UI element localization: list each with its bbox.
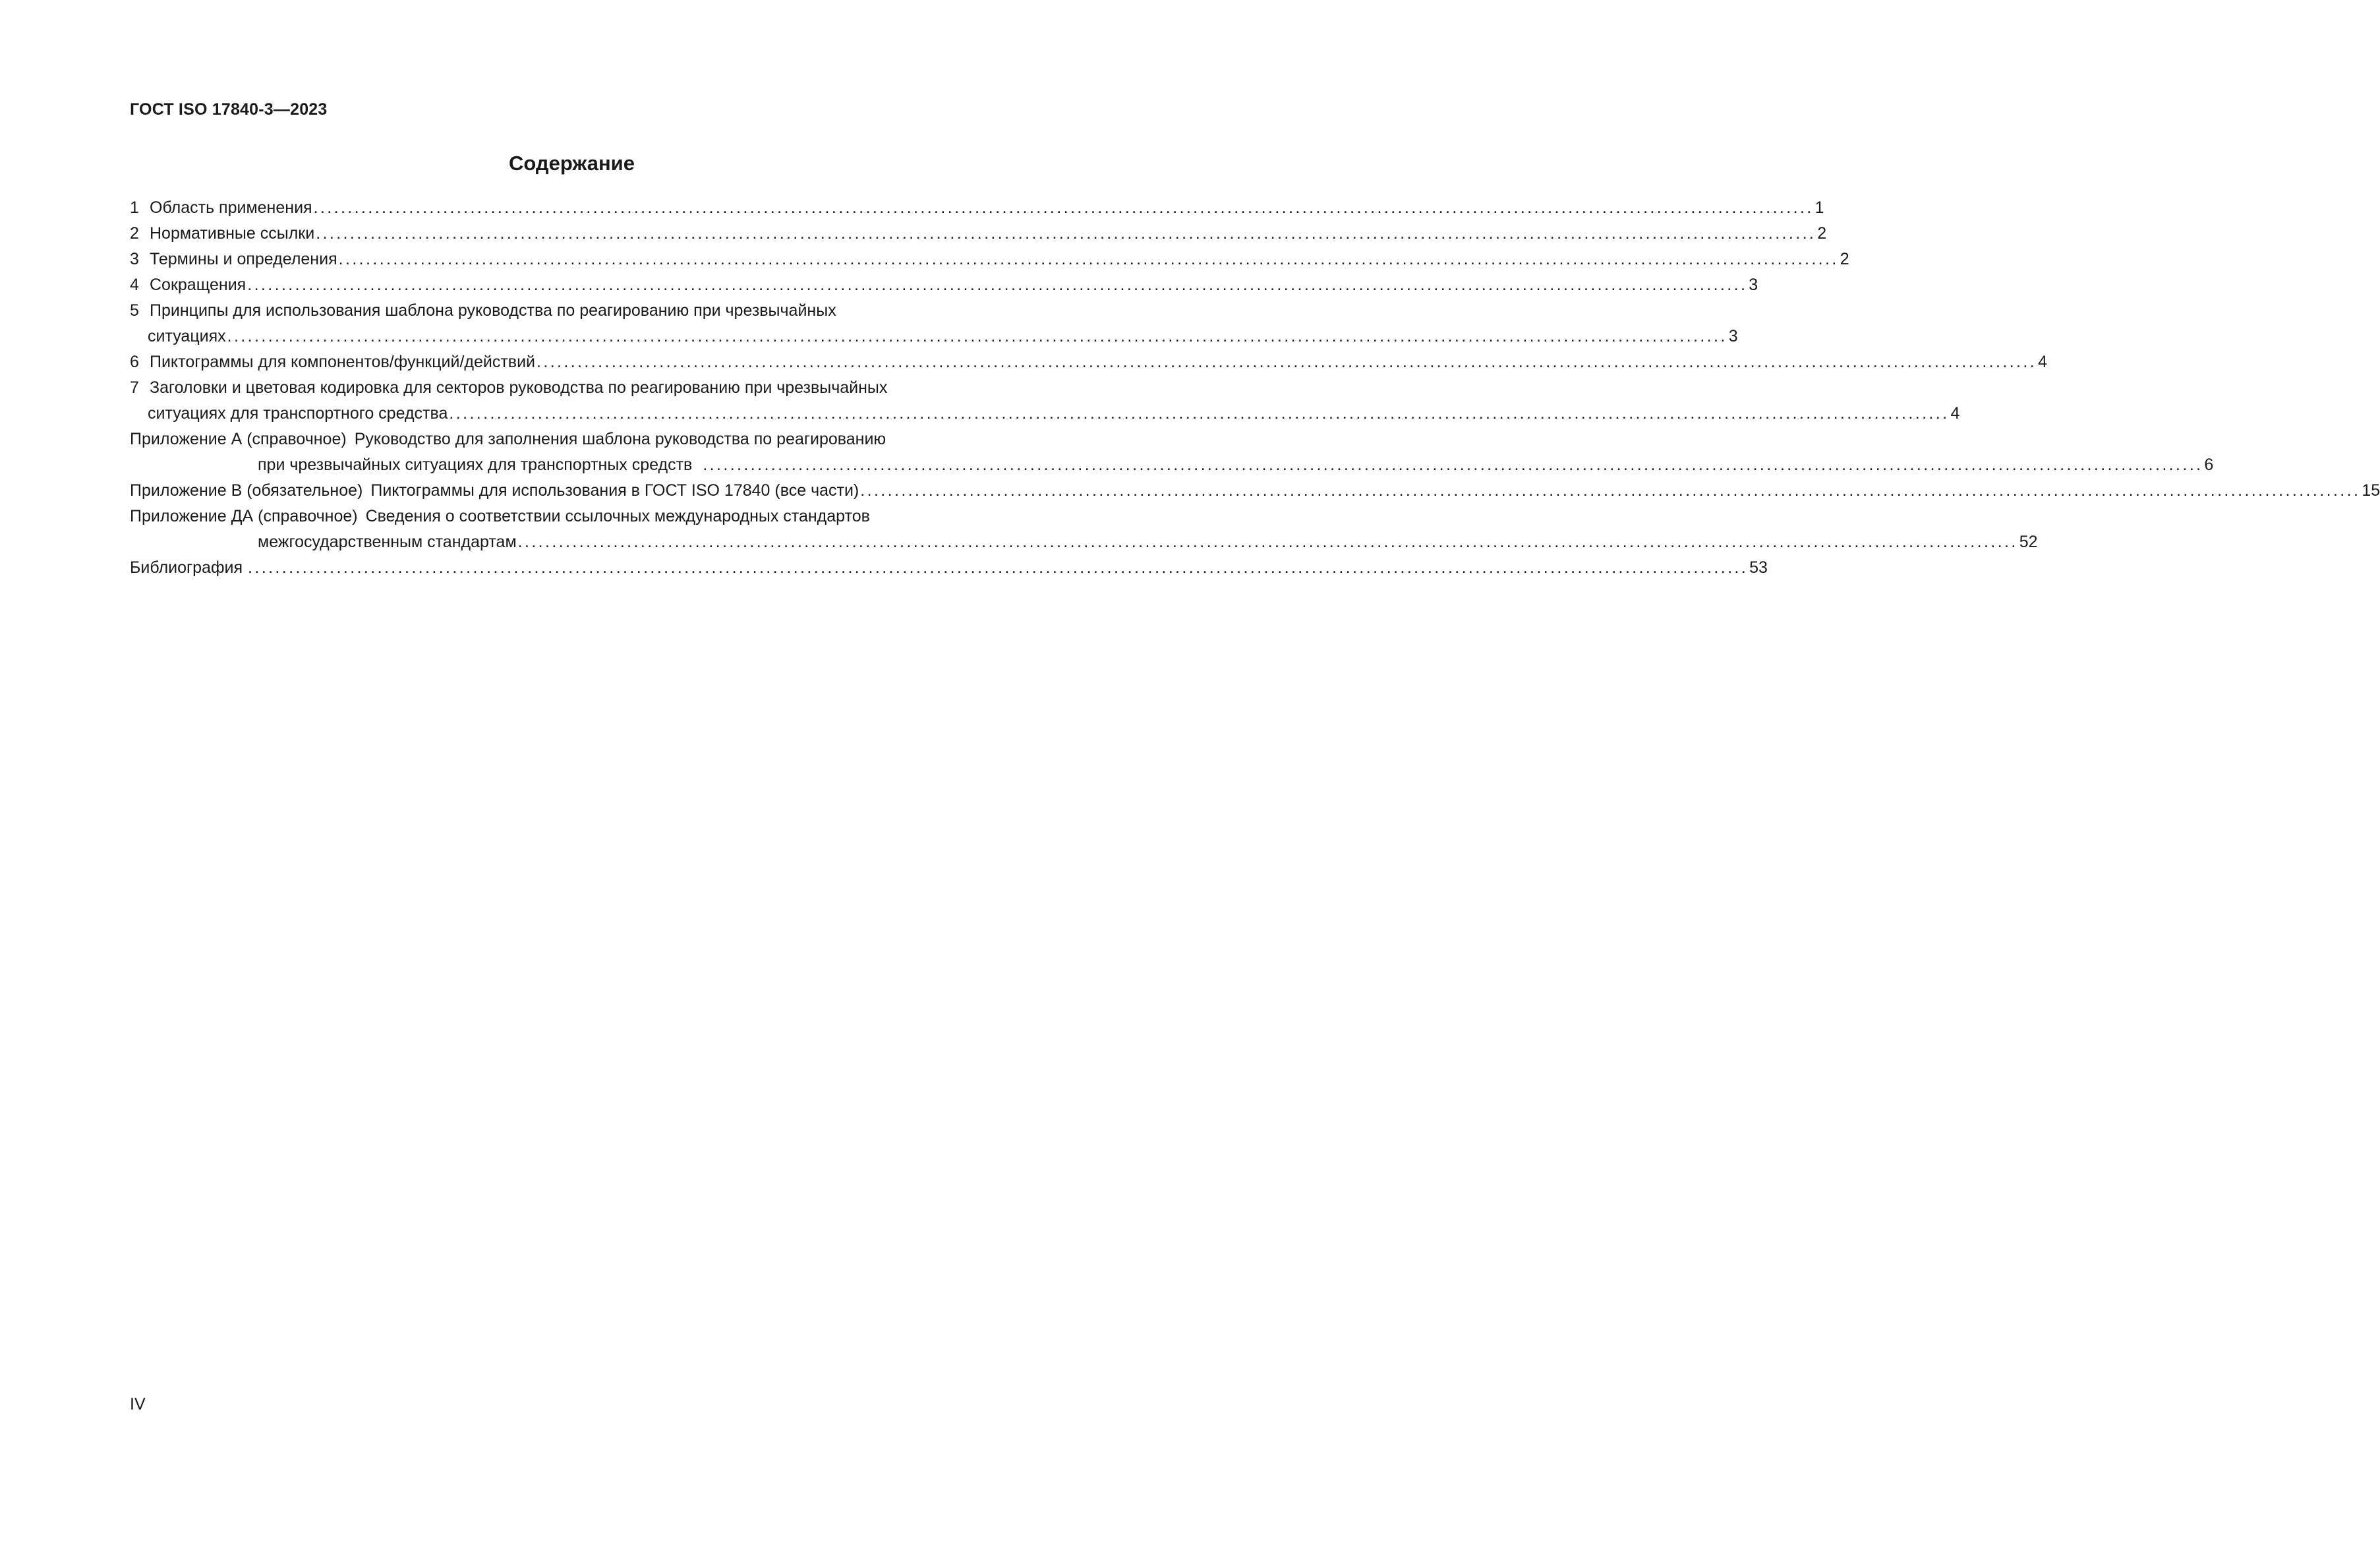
toc-entry-annex-da[interactable] <box>130 504 2038 555</box>
toc-entry-page: 15 <box>2362 481 2380 500</box>
toc-entry-page: 52 <box>2019 533 2038 551</box>
toc-entry-page: 4 <box>1950 404 1960 423</box>
toc-entry-title-continuation: ситуациях для транспортного средства <box>148 404 448 423</box>
document-header: ГОСТ ISO 17840-3—2023 <box>130 100 328 119</box>
toc-entry-number: 6 <box>130 353 139 371</box>
toc-entry-number: 7 <box>130 378 139 397</box>
page-title: Содержание <box>509 152 635 175</box>
toc-entry-annex-a[interactable] <box>130 427 2214 478</box>
dot-leader: ............................................................................................................................................................................................................................ <box>316 224 1816 243</box>
toc-entry-page: 2 <box>1840 250 1849 268</box>
toc-entry-page: 6 <box>2204 456 2214 474</box>
toc-entry-title: Сведения о соответствии ссылочных международных стандартов <box>365 507 870 525</box>
toc-entry-title: Область применения <box>150 198 312 217</box>
annex-label: Приложение А (справочное) <box>130 430 347 448</box>
dot-leader: ............................................................................................................................................................................................................................ <box>537 353 2037 371</box>
toc-entry-page: 3 <box>1728 327 1738 345</box>
dot-leader: ............................................................................................................................................................................................................................ <box>227 327 1727 345</box>
dot-leader: ............................................................................................................................................................................................................................ <box>703 456 2203 474</box>
toc-entry-page: 3 <box>1749 276 1758 294</box>
toc-entry-title: Пиктограммы для использования в ГОСТ ISO 17840 (все части) <box>370 481 859 500</box>
table-of-contents <box>130 195 2380 581</box>
toc-entry-number: 3 <box>130 250 139 268</box>
toc-entry-4[interactable] <box>130 272 1758 298</box>
toc-entry-title-continuation: межгосударственным стандартам <box>258 533 517 551</box>
toc-entry-title-continuation: ситуациях <box>148 327 226 345</box>
toc-entry-title: Пиктограммы для компонентов/функций/действий <box>150 353 536 371</box>
toc-entry-title: Термины и определения <box>150 250 337 268</box>
toc-entry-number: 4 <box>130 276 139 294</box>
dot-leader: ............................................................................................................................................................................................................................ <box>338 250 1839 268</box>
toc-entry-annex-b[interactable] <box>130 478 2380 504</box>
toc-entry-number: 2 <box>130 224 139 243</box>
toc-entry-title: Заголовки и цветовая кодировка для секторов руководства по реагированию при чрезвычайных <box>150 378 888 397</box>
toc-entry-5[interactable] <box>130 298 1738 349</box>
dot-leader: ............................................................................................................................................................................................................................ <box>248 558 1749 577</box>
toc-entry-7[interactable] <box>130 375 1960 427</box>
toc-entry-1[interactable] <box>130 195 1824 221</box>
toc-entry-number: 1 <box>130 198 139 217</box>
dot-leader: ............................................................................................................................................................................................................................ <box>860 481 2361 500</box>
annex-label: Приложение В (обязательное) <box>130 481 363 500</box>
toc-entry-page: 2 <box>1817 224 1827 243</box>
toc-entry-title: Руководство для заполнения шаблона руководства по реагированию <box>354 430 886 448</box>
toc-entry-number: 5 <box>130 301 139 320</box>
dot-leader: ............................................................................................................................................................................................................................ <box>449 404 1950 423</box>
annex-label: Приложение ДА (справочное) <box>130 507 358 525</box>
toc-entry-page: 4 <box>2038 353 2047 371</box>
toc-entry-title: Сокращения <box>150 276 247 294</box>
toc-entry-title: Нормативные ссылки <box>150 224 315 243</box>
toc-entry-title-continuation: при чрезвычайных ситуациях для транспортных средств <box>258 456 693 474</box>
dot-leader: ............................................................................................................................................................................................................................ <box>313 198 1814 217</box>
toc-entry-6[interactable] <box>130 349 2047 375</box>
toc-entry-page: 53 <box>1749 558 1768 577</box>
dot-leader: ............................................................................................................................................................................................................................ <box>517 533 2018 551</box>
toc-entry-3[interactable] <box>130 247 1849 272</box>
dot-leader: ............................................................................................................................................................................................................................ <box>247 276 1748 294</box>
page-number: IV <box>130 1395 146 1413</box>
toc-entry-page: 1 <box>1814 198 1824 217</box>
toc-entry-2[interactable] <box>130 221 1827 247</box>
toc-entry-title: Принципы для использования шаблона руководства по реагированию при чрезвычайных <box>150 301 836 320</box>
toc-entry-bibliography[interactable] <box>130 555 1768 581</box>
toc-entry-title: Библиография <box>130 558 243 577</box>
